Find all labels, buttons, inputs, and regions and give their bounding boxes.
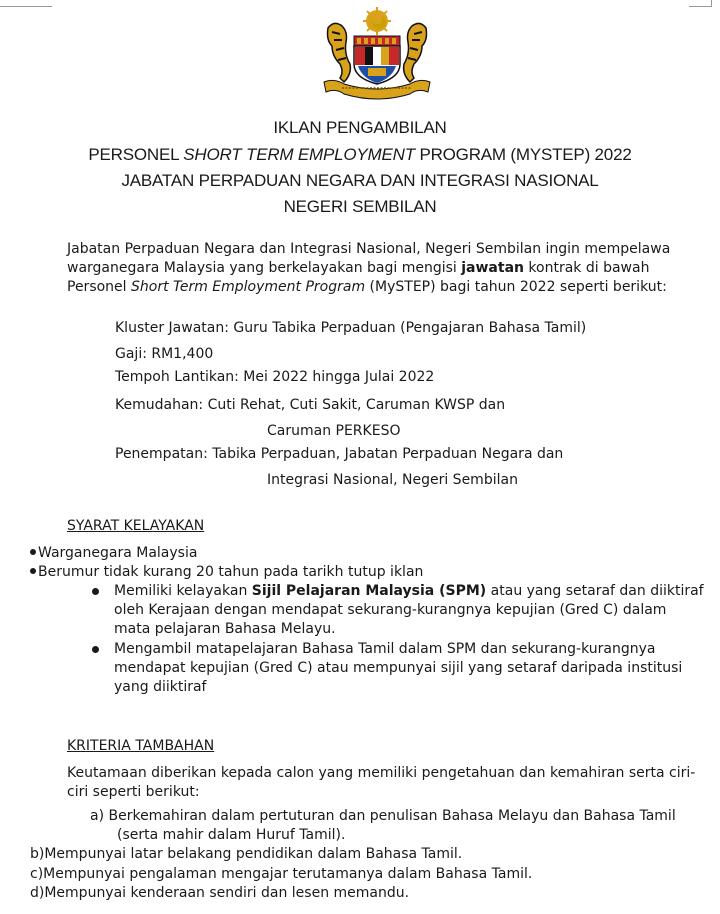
intro-line-3 <box>67 278 667 296</box>
intro-line-2-bold: jawatan <box>461 260 524 276</box>
syarat-title: SYARAT KELAYAKAN <box>67 518 205 534</box>
detail-penempatan-1: Penempatan: Tabika Perpaduan, Jabatan Perpaduan Negara dan <box>115 446 564 462</box>
syarat-item-1-text: Warganegara Malaysia <box>38 545 198 561</box>
syarat-sub-2-line-1: Mengambil matapelajaran Bahasa Tamil dalam SPM dan sekurang-kurangnya <box>114 641 656 657</box>
bullet-icon <box>30 568 36 574</box>
page-corner-mark-left <box>0 0 52 7</box>
syarat-sub-1-line-1 <box>114 582 704 600</box>
bullet-icon <box>30 549 36 555</box>
syarat-sub-1-a: Memiliki kelayakan <box>114 583 252 599</box>
title-line-4: NEGERI SEMBILAN <box>283 197 437 216</box>
title-line-2-suffix: PROGRAM (MYSTEP) 2022 <box>414 145 632 164</box>
syarat-item-1 <box>30 544 197 562</box>
kriteria-intro-line-1: Keutamaan diberikan kepada calon yang memiliki pengetahuan dan kemahiran serta ciri- <box>67 765 696 781</box>
kriteria-item-d: d)Mempunyai kenderaan sendiri dan lesen memandu. <box>30 885 410 901</box>
kriteria-item-a-line-2: (serta mahir dalam Huruf Tamil). <box>117 827 346 843</box>
bullet-icon <box>92 646 99 653</box>
kriteria-item-b: b)Mempunyai latar belakang pendidikan dalam Bahasa Tamil. <box>30 846 463 862</box>
syarat-sub-2-line-2: mendapat kepujian (Gred C) atau mempunyai sijil yang setaraf daripada institusi <box>114 660 683 676</box>
syarat-item-2 <box>30 563 423 581</box>
syarat-sub-1-line-2: oleh Kerajaan dengan mendapat sekurang-kurangnya kepujian (Gred C) dalam <box>114 602 667 618</box>
kriteria-intro-line-2: ciri seperti berikut: <box>67 784 200 800</box>
title-line-1: IKLAN PENGAMBILAN <box>273 118 447 137</box>
malaysia-coat-of-arms-icon <box>318 6 436 100</box>
kriteria-item-c: c)Mempunyai pengalaman mengajar terutamanya dalam Bahasa Tamil. <box>30 866 533 882</box>
intro-line-2-a: warganegara Malaysia yang berkelayakan bagi mengisi <box>67 260 462 276</box>
title-line-2 <box>0 145 720 165</box>
tiger-right-icon <box>404 23 427 82</box>
star-icon <box>363 7 391 35</box>
syarat-sub-2-line-3: yang diiktiraf <box>114 679 207 695</box>
detail-kemudahan-2: Caruman PERKESO <box>267 423 401 439</box>
intro-line-3-italic: Short Term Employment Program <box>131 279 366 295</box>
detail-kluster: Kluster Jawatan: Guru Tabika Perpaduan (Pengajaran Bahasa Tamil) <box>115 320 587 336</box>
title-line-3: JABATAN PERPADUAN NEGARA DAN INTEGRASI NASIONAL <box>121 171 599 190</box>
title-line-2-prefix: PERSONEL <box>88 145 184 164</box>
page-corner-mark-right <box>689 0 712 7</box>
intro-line-2-c: kontrak di bawah <box>523 260 650 276</box>
kriteria-item-a-line-1: a) Berkemahiran dalam pertuturan dan penulisan Bahasa Melayu dan Bahasa Tamil <box>90 808 676 824</box>
intro-line-2 <box>67 259 649 277</box>
syarat-item-2-text: Berumur tidak kurang 20 tahun pada tarikh tutup iklan <box>38 564 424 580</box>
detail-gaji: Gaji: RM1,400 <box>115 346 214 362</box>
syarat-sub-1-bold: Sijil Pelajaran Malaysia (SPM) <box>251 583 487 599</box>
intro-line-3-c: (MySTEP) bagi tahun 2022 seperti berikut: <box>365 279 667 295</box>
detail-tempoh: Tempoh Lantikan: Mei 2022 hingga Julai 2022 <box>115 369 435 385</box>
detail-kemudahan-1: Kemudahan: Cuti Rehat, Cuti Sakit, Caruman KWSP dan <box>115 397 506 413</box>
tiger-left-icon <box>328 23 351 82</box>
detail-penempatan-2: Integrasi Nasional, Negeri Sembilan <box>267 472 518 488</box>
bullet-icon <box>92 588 99 595</box>
syarat-sub-1-c: atau yang setaraf dan diiktiraf <box>486 583 704 599</box>
intro-line-3-a: Personel <box>67 279 131 295</box>
syarat-sub-1-line-3: mata pelajaran Bahasa Melayu. <box>114 621 336 637</box>
shield-icon <box>354 36 400 84</box>
kriteria-title: KRITERIA TAMBAHAN <box>67 738 215 754</box>
intro-line-1: Jabatan Perpaduan Negara dan Integrasi Nasional, Negeri Sembilan ingin mempelawa <box>67 241 671 257</box>
title-line-2-italic: SHORT TERM EMPLOYMENT <box>183 145 415 164</box>
